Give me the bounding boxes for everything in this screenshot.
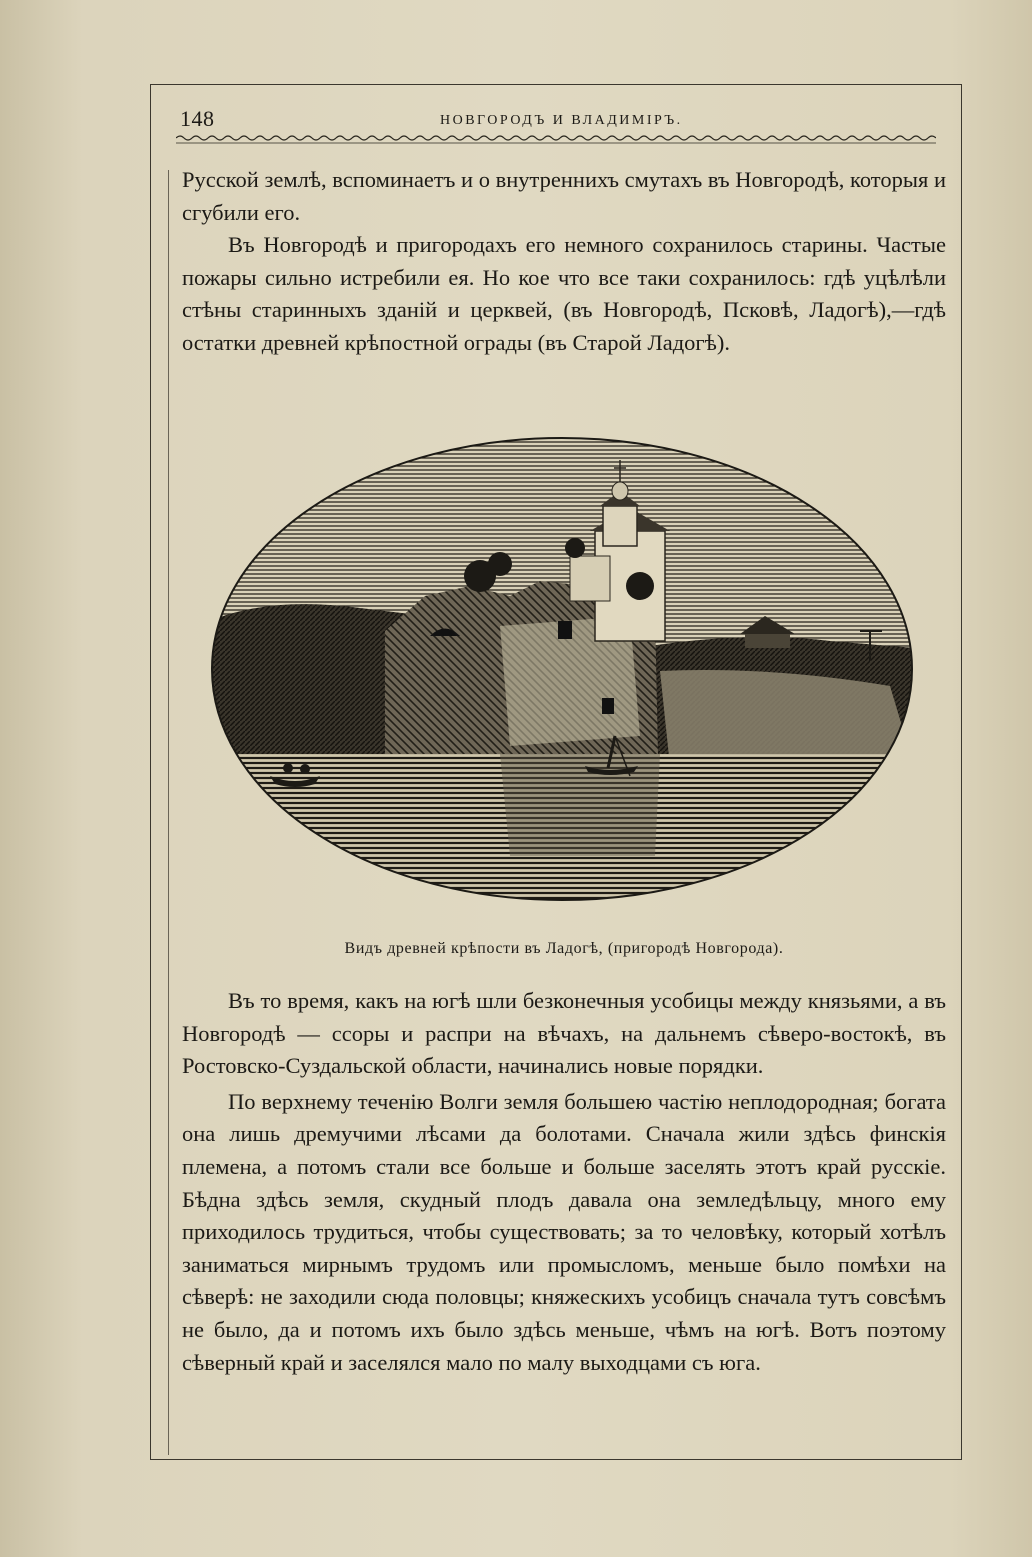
engraving-fortress-icon <box>210 436 914 902</box>
paragraph-4: По верхнему теченію Волги земля большею частію неплодородная; богата она лишь дремучими лѣсами да болотами. Сначала жили здѣсь финскія племена, а потомъ стали все больше и больше заселять этотъ край русскіе. Бѣдна здѣсь земля, скудный плодъ давала она земледѣльцу, много ему приходилось трудиться, чтобы существовать; за то человѣку, который хотѣлъ заниматься мирнымъ трудомъ или промысломъ, меньше было помѣхи на сѣверѣ: не заходили сюда половцы; княжескихъ усобицъ сначала тутъ совсѣмъ не было, да и потомъ ихъ было здѣсь меньше, чѣмъ на югѣ. Вотъ поэтому сѣверный край и заселялся мало по малу выходцами съ юга. <box>182 1088 946 1375</box>
paragraph-2: Въ Новгородѣ и пригородахъ его немного сохранилось старины. Частые пожары сильно истребили ея. Но кое что все таки сохранилось: гдѣ уцѣлѣли стѣны старинныхъ зданій и церквей, (въ Новгородѣ, Псковѣ, Ладогѣ),—гдѣ остатки древней крѣпостной ограды (въ Старой Ладогѣ). <box>182 232 946 355</box>
frame-right-rule <box>961 84 962 1460</box>
page-number: 148 <box>180 106 215 131</box>
paragraph-1: Русской землѣ, вспоминаетъ и о внутреннихъ смутахъ въ Новгородѣ, которыя и сгубили его. <box>182 167 946 225</box>
figure-caption: Видъ древней крѣпости въ Ладогѣ, (пригородѣ Новгорода). <box>344 940 784 957</box>
paragraph-3: Въ то время, какъ на югѣ шли безконечныя усобицы между князьями, а въ Новгородѣ — ссоры и распри на вѣчахъ, на дальнемъ сѣверо-востокѣ, въ Ростовско-Суздальской области, начинались новые порядки. <box>182 988 946 1079</box>
wavy-header-rule <box>176 128 936 148</box>
frame-top-rule <box>150 84 962 85</box>
running-head: НОВГОРОДЪ И ВЛАДИМІРЪ. <box>440 113 683 128</box>
inner-margin-rule <box>168 170 169 1455</box>
frame-bottom-rule <box>150 1459 962 1460</box>
top-text <box>182 164 946 360</box>
frame-left-rule <box>150 84 151 1460</box>
bottom-text <box>182 985 946 1379</box>
